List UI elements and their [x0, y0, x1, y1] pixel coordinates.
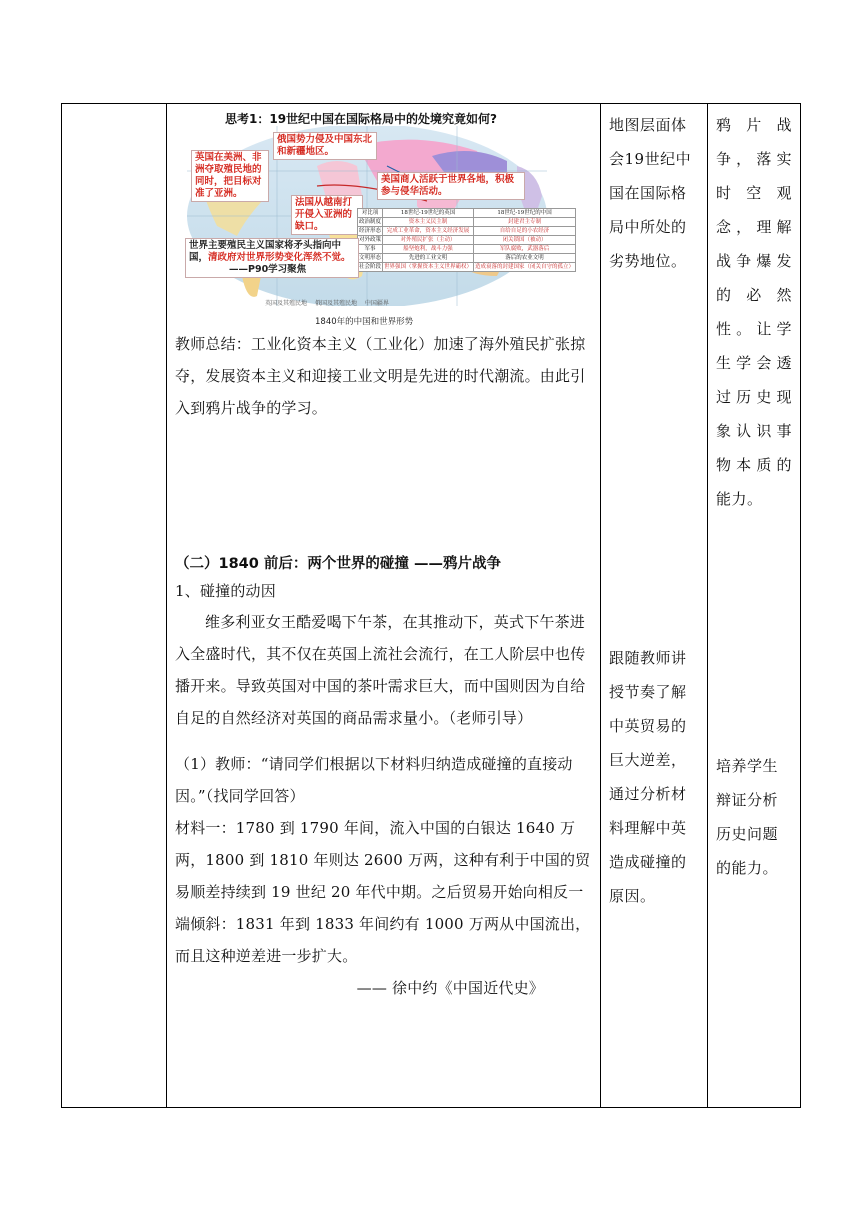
material-source: —— 徐中约《中国近代史》: [356, 979, 544, 997]
summary-line-1: 世界主要殖民主义国家将矛头指向中国，: [189, 240, 342, 263]
comparison-cell: 18世纪-19世纪的中国: [474, 209, 576, 218]
comparison-cell: 闭关锁国（被动）: [474, 236, 576, 245]
comparison-cell: 18世纪-19世纪的英国: [383, 209, 474, 218]
teacher-question: （1）教师：“请同学们根据以下材料归纳造成碰撞的直接动因。”（找同学回答）: [175, 755, 573, 805]
legend-item: 英国及其殖民地: [265, 300, 308, 307]
lesson-table: [61, 103, 801, 1108]
comparison-row: [358, 227, 576, 236]
comparison-cell: 先进的工业文明: [383, 254, 474, 263]
comparison-cell: 造成衰落的封建国家（闭关自守的孤立）: [475, 264, 575, 270]
comparison-row: [358, 245, 576, 254]
legend-item: 俄国及其殖民地: [314, 300, 357, 307]
comparison-cell: 世界强国（掌握资本主义世界霸权）: [384, 264, 473, 270]
comparison-cell: 落后的农业文明: [474, 254, 576, 263]
comparison-cell: 对比项: [358, 209, 383, 218]
comparison-row: [358, 218, 576, 227]
summary-source: ——P90学习聚焦: [229, 264, 307, 275]
comparison-cell: 经济形态: [359, 228, 382, 234]
narrative-paragraph: 维多利亚女王酷爱喝下午茶，在其推动下，英式下午茶进入全盛时代，其不仅在英国上流社会流行，在工人阶层中也传播开来。导致英国对中国的茶叶需求巨大，而中国则因为自给自足的自然经济对英国的商品需求量小。（老师引导）: [175, 613, 586, 727]
comparison-row: [358, 209, 576, 218]
teacher-activity-cell: [167, 104, 601, 1108]
material-one: 材料一：1780 到 1790 年间，流入中国的白银达 1640 万两，1800 到 1810 年则达 2600 万两，这种有利于中国的贸易顺差持续到 19 世纪 20 年代中期。之后贸易开始向相反一端倾斜：1831 年到 1833 年间约有 1000 万两从中国流出，而且这种逆差进一步扩大。: [175, 819, 591, 965]
section-title: （二）1840 前后：两个世界的碰撞 ——鸦片战争: [175, 556, 501, 572]
student-activity-bottom: 跟随教师讲授节奏了解中英贸易的巨大逆差，通过分析材料理解中英造成碰撞的原因。: [609, 649, 687, 905]
world-situation-figure: [187, 110, 575, 327]
comparison-cell: 社会阶段: [359, 264, 382, 270]
comparison-cell: 自给自足的小农经济: [474, 227, 576, 236]
teacher-summary: 教师总结：工业化资本主义（工业化）加速了海外殖民扩张掠夺，发展资本主义和迎接工业文明是先进的时代潮流。由此引入到鸦片战争的学习。: [175, 335, 586, 417]
comparison-row: [358, 254, 576, 263]
stage-column-cell: [62, 104, 167, 1108]
map-legend: [265, 298, 389, 307]
russia-callout: 俄国势力侵及中国东北和新疆地区。: [273, 132, 377, 160]
comparison-cell: 文明形态: [359, 255, 382, 261]
comparison-cell: 资本主义民主制: [383, 218, 474, 227]
comparison-cell: 完成工业革命，资本主义经济发展: [383, 227, 474, 236]
figure-title: 思考1：19世纪中国在国际格局中的处境究竟如何?: [225, 112, 498, 126]
subsection-title: 1、碰撞的动因: [175, 582, 276, 600]
comparison-row: [358, 236, 576, 245]
france-callout: 法国从越南打开侵入亚洲的缺口。: [291, 195, 363, 235]
legend-item: 中国疆界: [364, 300, 389, 307]
comparison-cell: 船坚炮利，战斗力强: [383, 245, 474, 254]
student-activity-cell: [601, 104, 708, 1108]
comparison-cell: 军队腐败，武器落后: [474, 245, 576, 254]
america-callout: 美国商人活跃于世界各地，积极参与侵华活动。: [377, 172, 525, 200]
design-intent-bottom: 培养学生辩证分析历史问题的能力。: [716, 757, 779, 877]
summary-line-2: 清政府对世界形势变化浑然不觉。: [208, 252, 351, 263]
comparison-row: [358, 263, 576, 272]
summary-callout: [185, 238, 359, 278]
comparison-cell: 政治制度: [359, 219, 382, 225]
design-intent-top: 鸦片战争，落实时空观念，理解战争爆发的必然性。让学生学会透过历史现象认识事物本质的能力。: [716, 116, 792, 508]
design-intent-cell: [708, 104, 801, 1108]
comparison-table: [357, 208, 576, 272]
comparison-cell: 封建君主专制: [474, 218, 576, 227]
comparison-cell: 军事: [358, 245, 383, 254]
comparison-cell: 对外政策: [359, 237, 382, 243]
student-activity-top: 地图层面体会19世纪中国在国际格局中所处的劣势地位。: [609, 116, 692, 270]
comparison-cell: 对外殖民扩张（主动）: [383, 236, 474, 245]
figure-caption: 1840年的中国和世界形势: [315, 317, 414, 327]
britain-callout: 英国在美洲、非洲夺取殖民地的同时，把目标对准了亚洲。: [191, 150, 269, 202]
